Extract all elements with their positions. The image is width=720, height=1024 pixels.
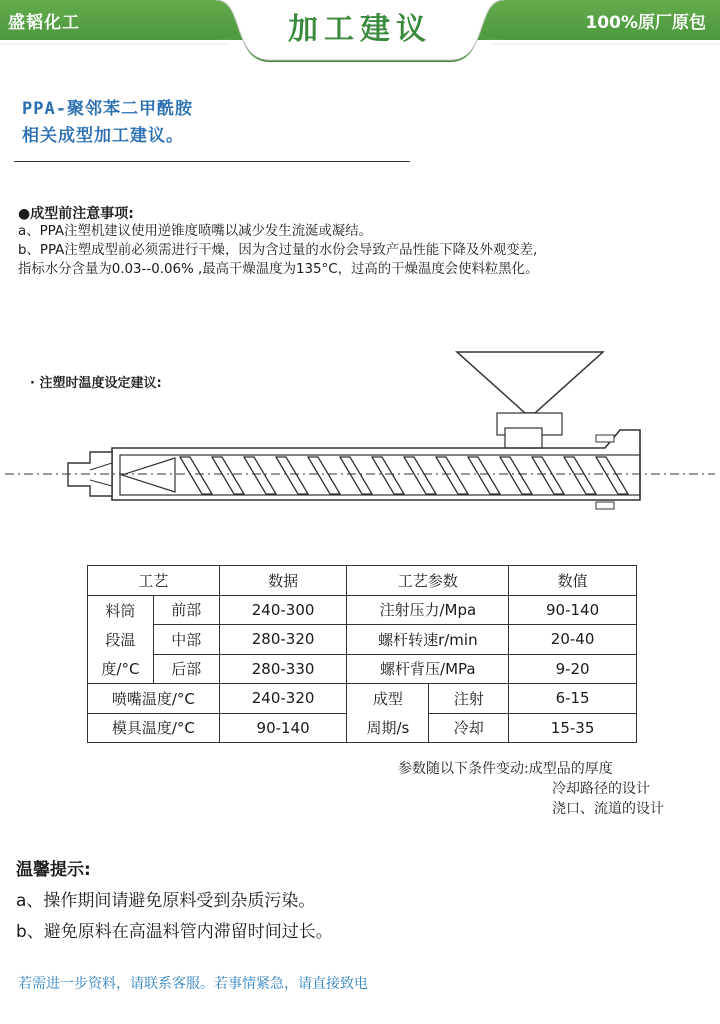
note-line-2: 冷却路径的设计: [552, 781, 650, 797]
subtitle-line-2: 相关成型加工建议。: [22, 126, 184, 146]
table-row: [88, 684, 637, 714]
barrel-value: 280-320: [219, 625, 347, 655]
header-banner: [0, 0, 720, 70]
tip-a: a、操作期间请避免原料受到杂质污染。: [16, 891, 316, 911]
screw-flights: [180, 457, 628, 494]
injection-screw-diagram: [0, 340, 720, 530]
header-value: 数值: [509, 566, 637, 596]
screw-tip: [122, 458, 175, 492]
cycle-label-1: 成型: [347, 684, 429, 714]
tips-heading: 温馨提示:: [16, 860, 91, 880]
barrel-value: 240-300: [219, 595, 347, 625]
param-value: 9-20: [509, 654, 637, 684]
divider: [14, 161, 410, 162]
header-data: 数据: [219, 566, 347, 596]
param-label: 螺杆背压/MPa: [347, 654, 509, 684]
pre-molding-item-b-line-2: 指标水分含量为0.03--0.06% ,最高干燥温度为135°C，过高的干燥温度会使料粒黑化。: [18, 262, 539, 277]
tip-b: b、避免原料在高温料管内滞留时间过长。: [16, 922, 333, 942]
barrel-zone: 中部: [153, 625, 219, 655]
barrel-label-3: 度/°C: [88, 654, 154, 684]
barrel-zone: 后部: [153, 654, 219, 684]
barrel-label-2: 段温: [88, 625, 154, 655]
brand-name: 盛韬化工: [8, 13, 80, 33]
pre-molding-heading: ●成型前注意事项:: [18, 206, 134, 222]
table-row: [88, 713, 637, 743]
pre-molding-item-a: a、PPA注塑机建议使用逆锥度喷嘴以减少发生流涎或凝结。: [18, 224, 373, 239]
pre-molding-item-b-line-1: b、PPA注塑成型前必须需进行干燥，因为含过量的水份会导致产品性能下降及外观变差,: [18, 243, 538, 258]
nozzle-temp-value: 240-320: [219, 684, 347, 714]
mold-temp-label: 模具温度/°C: [88, 713, 220, 743]
slogan: 100%原厂原包: [585, 13, 706, 33]
barrel-value: 280-330: [219, 654, 347, 684]
param-value: 20-40: [509, 625, 637, 655]
process-parameters-table: [87, 565, 637, 743]
contact-footer: 若需进一步资料，请联系客服。若事情紧急，请直接致电: [18, 976, 368, 992]
table-row: [88, 595, 637, 625]
table-row: [88, 625, 637, 655]
cycle-phase: 冷却: [429, 713, 509, 743]
subtitle-line-1: PPA-聚邻苯二甲酰胺: [22, 99, 193, 119]
header-process: 工艺: [88, 566, 220, 596]
cycle-value: 6-15: [509, 684, 637, 714]
mold-temp-value: 90-140: [219, 713, 347, 743]
subtitle: [22, 96, 193, 150]
barrel-zone: 前部: [153, 595, 219, 625]
page-title: 加工建议: [288, 12, 432, 47]
note-line-3: 浇口、流道的设计: [552, 801, 664, 817]
param-label: 注射压力/Mpa: [347, 595, 509, 625]
nozzle-temp-label: 喷嘴温度/°C: [88, 684, 220, 714]
param-label: 螺杆转速r/min: [347, 625, 509, 655]
cycle-value: 15-35: [509, 713, 637, 743]
table-header-row: [88, 566, 637, 596]
cycle-phase: 注射: [429, 684, 509, 714]
header-parameter: 工艺参数: [347, 566, 509, 596]
hopper: [457, 352, 603, 413]
temperature-heading: · 注塑时温度设定建议:: [30, 376, 162, 391]
barrel-label-1: 料筒: [88, 595, 154, 625]
note-line-1: 参数随以下条件变动:成型品的厚度: [398, 761, 613, 777]
cycle-label-2: 周期/s: [347, 713, 429, 743]
param-value: 90-140: [509, 595, 637, 625]
table-row: [88, 654, 637, 684]
